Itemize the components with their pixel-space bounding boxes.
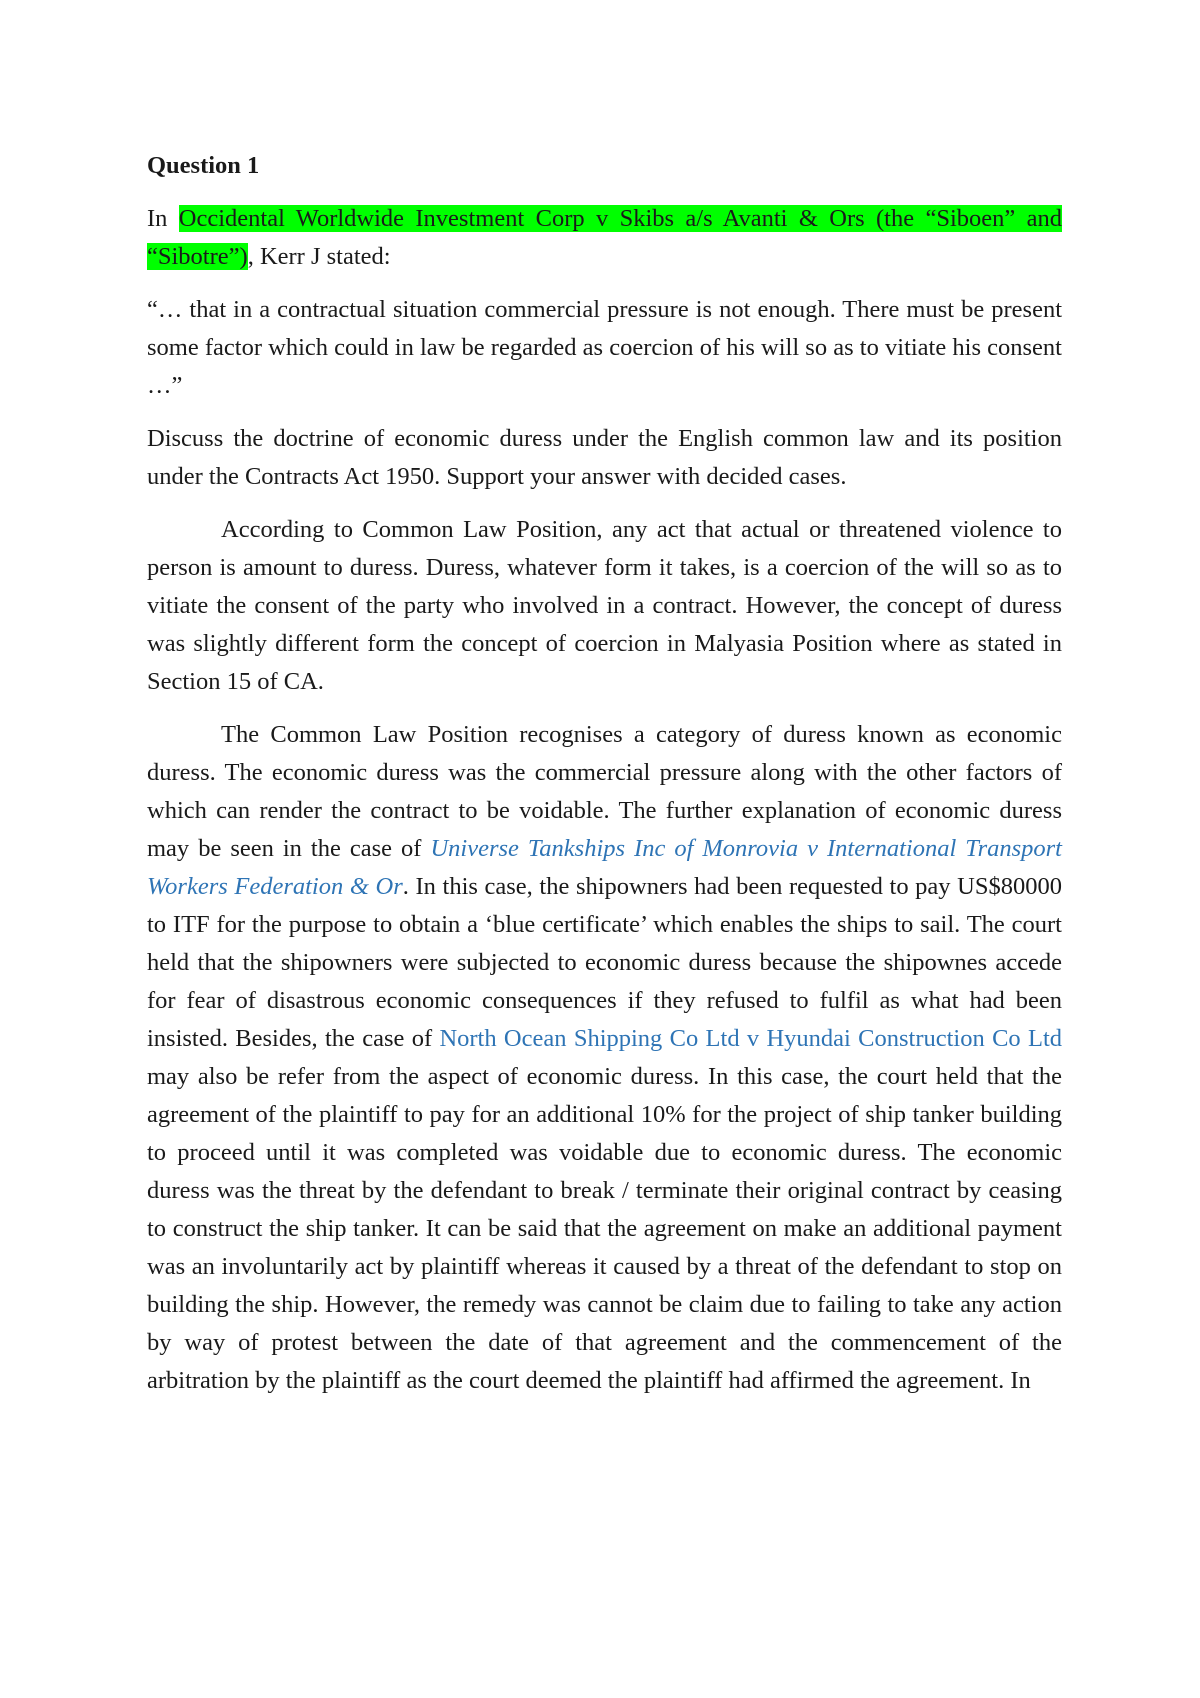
para2-text-b: . In this case, the shipowners had been requested to pay US$80000 to ITF for the purpose to obtain a ‘blue certificate’ which enables the ships to sail. The court held that the shipowners were subjected to economic duress because the shipownes accede for fear of disastrous economic consequences if they refused to fulfil as what had been insisted. Besides, the case of xyxy=(147,873,1062,1052)
highlighted-case-name: Occidental Worldwide Investment Corp v Skibs a/s Avanti & Ors (the “Siboen” and “Sibotre”) xyxy=(147,205,1062,270)
prompt-prefix: In xyxy=(147,205,179,232)
answer-paragraph-1: According to Common Law Position, any act that actual or threatened violence to person is amount to duress. Duress, whatever form it takes, is a coercion of the will so as to vitiate the consent of the party who involved in a contract. However, the concept of duress was slightly different form the concept of coercion in Malyasia Position where as stated in Section 15 of CA. xyxy=(147,516,1062,695)
para2-text-c: may also be refer from the aspect of economic duress. In this case, the court held that the agreement of the plaintiff to pay for an additional 10% for the project of ship tanker building to proceed until it was completed was voidable due to economic duress. The economic duress was the threat by the defendant to break / terminate their original contract by ceasing to construct the ship tanker. It can be said that the agreement on make an additional payment was an involuntarily act by plaintiff whereas it caused by a threat of the defendant to stop on building the ship. However, the remedy was cannot be claim due to failing to take any action by way of protest between the date of that agreement and the commencement of the arbitration by the plaintiff as the court deemed the plaintiff had affirmed the agreement. In xyxy=(147,1063,1062,1394)
question-prompt xyxy=(147,200,1062,276)
question-heading: Question 1 xyxy=(147,152,260,179)
case-citation-north-ocean: North Ocean Shipping Co Ltd v Hyundai Construction Co Ltd xyxy=(439,1025,1063,1052)
answer-paragraph-2 xyxy=(147,716,1062,1400)
question-quote: “… that in a contractual situation commercial pressure is not enough. There must be present some factor which could in law be regarded as coercion of his will so as to vitiate his consent …” xyxy=(147,296,1062,399)
document-page xyxy=(147,147,1062,1415)
case-citation-universe-tankships: Universe Tankships Inc of Monrovia v International Transport Workers Federation & Or xyxy=(147,835,1062,900)
prompt-suffix: , Kerr J stated: xyxy=(247,243,391,270)
para2-text-a: The Common Law Position recognises a category of duress known as economic duress. The economic duress was the commercial pressure along with the other factors of which can render the contract to be voidable. The further explanation of economic duress may be seen in the case of xyxy=(147,721,1062,862)
question-task: Discuss the doctrine of economic duress under the English common law and its position under the Contracts Act 1950. Support your answer with decided cases. xyxy=(147,425,1062,490)
